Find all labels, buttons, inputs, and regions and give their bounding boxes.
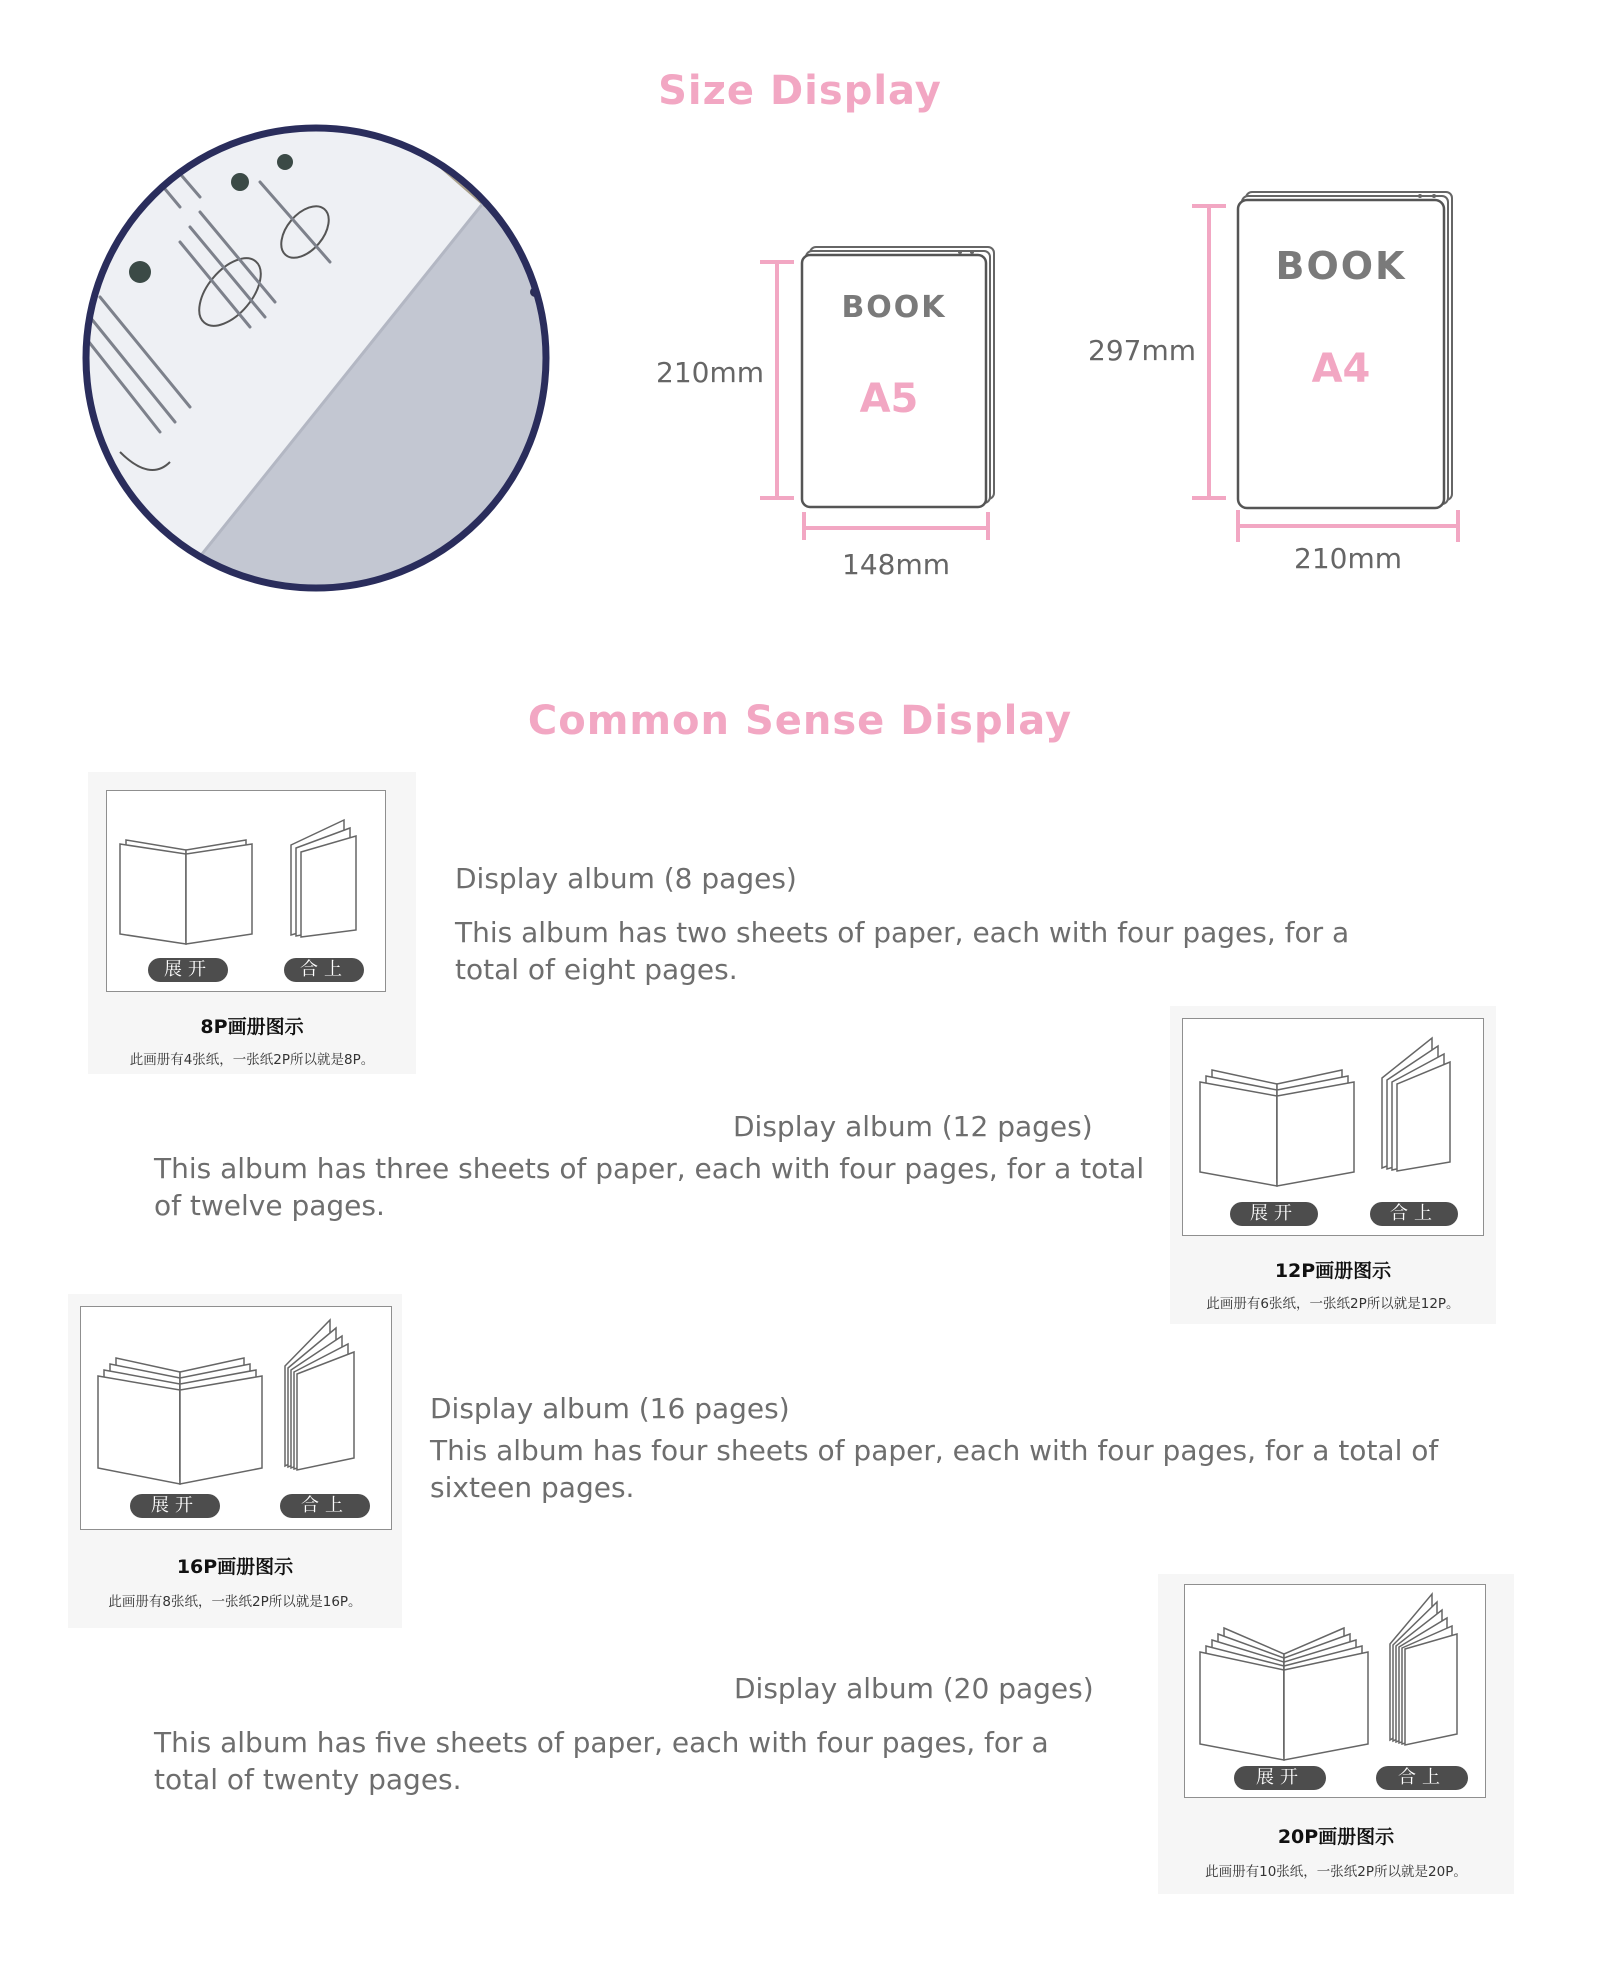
album-card-20p: [1158, 1574, 1514, 1894]
album-card-16p: [68, 1294, 402, 1628]
a5-book-word: BOOK: [841, 290, 947, 325]
unfold-badge: 展开: [130, 1494, 220, 1518]
a4-height-label: 297mm: [1088, 334, 1196, 367]
a4-book-word: BOOK: [1275, 244, 1407, 288]
album-16p-text: This album has four sheets of paper, each with four pages, for a total of sixteen pages.: [430, 1434, 1439, 1504]
size-display-title: Size Display: [658, 68, 942, 114]
album-20p-illustration: [1184, 1584, 1484, 1796]
a5-size-label: A5: [859, 376, 919, 422]
album-12p-heading: Display album (12 pages): [733, 1110, 1093, 1143]
recipe-page-photo: [80, 122, 552, 594]
common-sense-title: Common Sense Display: [527, 698, 1073, 744]
unfold-badge: 展开: [148, 958, 228, 982]
album-20p-heading: Display album (20 pages): [734, 1672, 1094, 1705]
fold-badge: 合上: [1376, 1766, 1468, 1790]
card-subtitle: 此画册有6张纸，一张纸2P所以就是12P。: [1206, 1296, 1460, 1312]
fold-badge: 合上: [280, 1494, 370, 1518]
a4-width-label: 210mm: [1294, 542, 1402, 575]
a5-height-label: 210mm: [656, 356, 764, 389]
album-card-12p: [1170, 1006, 1496, 1324]
album-8p-text: This album has two sheets of paper, each with four pages, for a total of eight pages.: [455, 916, 1350, 986]
card-title: 20P画册图示: [1277, 1826, 1395, 1848]
unfold-badge: 展开: [1230, 1202, 1318, 1226]
card-subtitle: 此画册有4张纸，一张纸2P所以就是8P。: [129, 1052, 375, 1068]
fold-badge: 合上: [1370, 1202, 1458, 1226]
album-20p-text: This album has five sheets of paper, each with four pages, for a total of twenty pages.: [154, 1726, 1049, 1796]
card-title: 12P画册图示: [1274, 1260, 1392, 1282]
unfold-badge: 展开: [1234, 1766, 1326, 1790]
card-title: 16P画册图示: [176, 1556, 294, 1578]
album-16p-heading: Display album (16 pages): [430, 1392, 790, 1425]
a5-width-label: 148mm: [842, 548, 950, 581]
a4-size-label: A4: [1311, 346, 1371, 392]
card-subtitle: 此画册有8张纸，一张纸2P所以就是16P。: [108, 1594, 362, 1610]
album-card-8p: [88, 772, 416, 1074]
album-12p-text: This album has three sheets of paper, each with four pages, for a total of twelve pages.: [154, 1152, 1145, 1222]
album-8p-heading: Display album (8 pages): [455, 862, 797, 895]
fold-badge: 合上: [284, 958, 364, 982]
card-subtitle: 此画册有10张纸，一张纸2P所以就是20P。: [1205, 1864, 1467, 1880]
card-title: 8P画册图示: [200, 1016, 304, 1038]
